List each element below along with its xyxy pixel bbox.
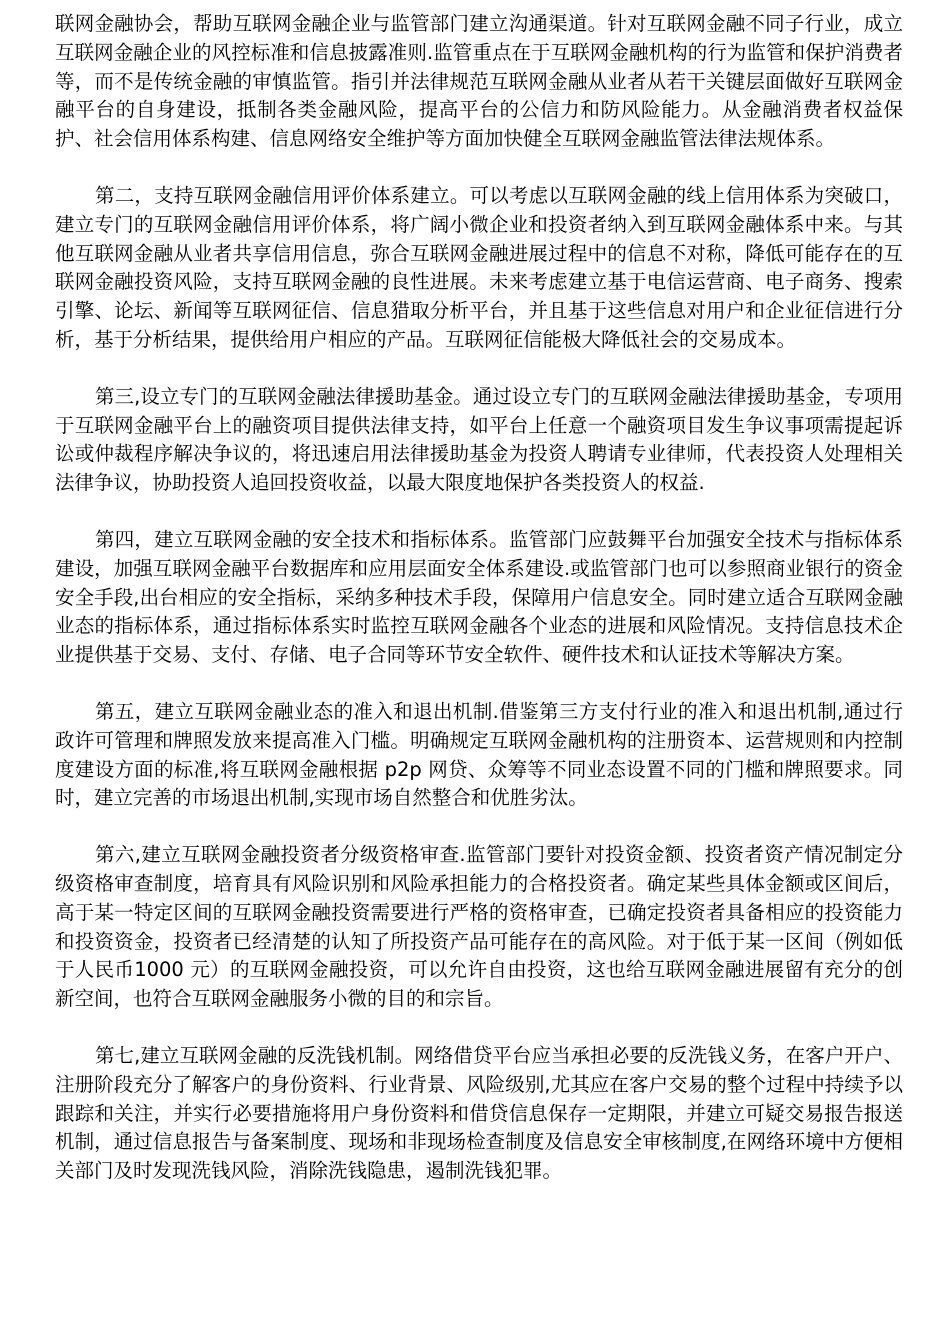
paragraph-continuation: 联网金融协会，帮助互联网金融企业与监管部门建立沟通渠道。针对互联网金融不同子行业，成立互联网金融企业的风控标准和信息披露准则.监管重点在于互联网金融机构的行为监管和保护消费者等，而不是传统金融的审慎监管。指引并法律规范互联网金融从业者从若干关键层面做好互联网金融平台的自身建设，抵制各类金融风险，提高平台的公信力和防风险能力。从金融消费者权益保护、社会信用体系构建、信息网络安全维护等方面加快健全互联网金融监管法律法规体系。 bbox=[55, 12, 903, 151]
document-body bbox=[55, 10, 903, 1214]
paragraph-second: 第二，支持互联网金融信用评价体系建立。可以考虑以互联网金融的线上信用体系为突破口，建立专门的互联网金融信用评价体系，将广阔小微企业和投资者纳入到互联网金融体系中来。与其他互联网金融从业者共享信用信息，弥合互联网金融进展过程中的信息不对称，降低可能存在的互联网金融投资风险，支持互联网金融的良性进展。未来考虑建立基于电信运营商、电子商务、搜索引擎、论坛、新闻等互联网征信、信息猎取分析平台，并且基于这些信息对用户和企业征信进行分析，基于分析结果，提供给用户相应的产品。互联网征信能极大降低社会的交易成本。 bbox=[55, 183, 903, 351]
paragraph-seventh: 第七,建立互联网金融的反洗钱机制。网络借贷平台应当承担必要的反洗钱义务，在客户开户、注册阶段充分了解客户的身份资料、行业背景、风险级别,尤其应在客户交易的整个过程中持续予以跟踪和关注，并实行必要措施将用户身份资料和借贷信息保存一定期限，并建立可疑交易报告报送机制，通过信息报告与备案制度、现场和非现场检查制度及信息安全审核制度,在网络环境中方便相关部门及时发现洗钱风险，消除洗钱隐患，遏制洗钱犯罪。 bbox=[55, 1043, 903, 1183]
paragraph-fifth: 第五，建立互联网金融业态的准入和退出机制.借鉴第三方支付行业的准入和退出机制,通过行政许可管理和牌照发放来提高准入门槛。明确规定互联网金融机构的注册资本、运营规则和内控制度建设方面的标准,将互联网金融根据 p2p 网贷、众筹等不同业态设置不同的门槛和牌照要求。同时，建立完善的市场退出机制,实现市场自然整合和优胜劣汰。 bbox=[55, 699, 903, 810]
paragraph-fourth: 第四，建立互联网金融的安全技术和指标体系。监管部门应鼓舞平台加强安全技术与指标体系建设，加强互联网金融平台数据库和应用层面安全体系建设.或监管部门也可以参照商业银行的资金安全手段,出台相应的安全指标，采纳多种技术手段，保障用户信息安全。同时建立适合互联网金融业态的指标体系，通过指标体系实时监控互联网金融各个业态的进展和风险情况。支持信息技术企业提供基于交易、支付、存储、电子合同等环节安全软件、硬件技术和认证技术等解决方案。 bbox=[55, 527, 903, 667]
paragraph-third: 第三,设立专门的互联网金融法律援助基金。通过设立专门的互联网金融法律援助基金，专项用于互联网金融平台上的融资项目提供法律支持，如平台上任意一个融资项目发生争议事项需提起诉讼或仲裁程序解决争议的，将迅速启用法律援助基金为投资人聘请专业律师，代表投资人处理相关法律争议，协助投资人追回投资收益，以最大限度地保护各类投资人的权益. bbox=[55, 384, 903, 495]
paragraph-sixth: 第六,建立互联网金融投资者分级资格审查.监管部门要针对投资金额、投资者资产情况制定分级资格审查制度，培育具有风险识别和风险承担能力的合格投资者。确定某些具体金额或区间后，高于某一特定区间的互联网金融投资需要进行严格的资格审查，已确定投资者具备相应的投资能力和投资资金，投资者已经清楚的认知了所投资产品可能存在的高风险。对于低于某一区间（例如低于人民币1000 元）的互联网金融投资，可以允许自由投资，这也给互联网金融进展留有充分的创新空间，也符合互联网金融服务小微的目的和宗旨。 bbox=[55, 843, 903, 1011]
